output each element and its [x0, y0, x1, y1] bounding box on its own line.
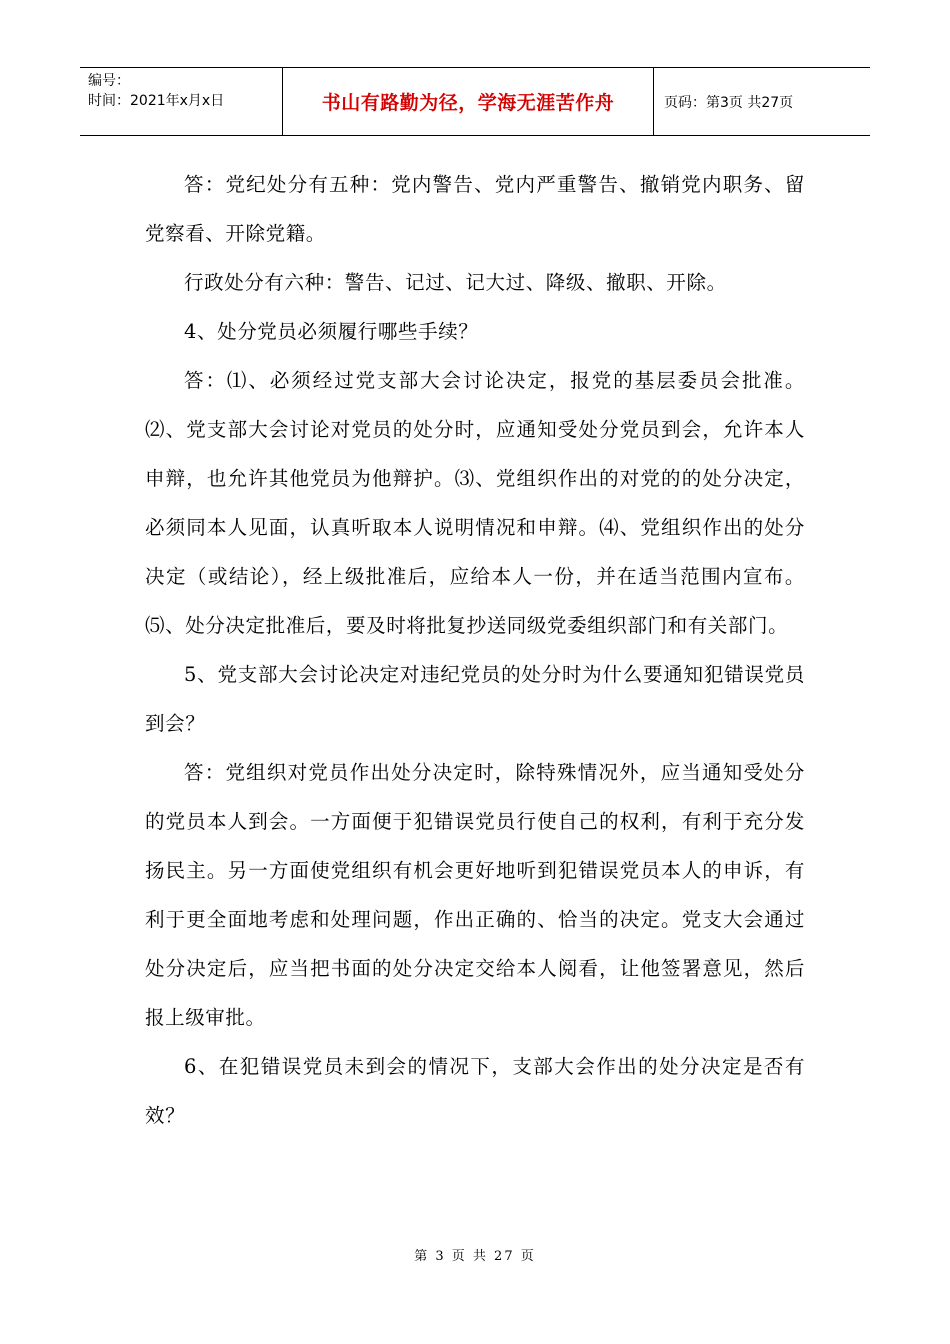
document-number-label: 编号： [88, 73, 130, 89]
document-body [145, 160, 805, 1140]
question-4: 4、处分党员必须履行哪些手续？ [184, 320, 479, 343]
question-5: 5、党支部大会讨论决定对违纪党员的处分时为什么要通知犯错误党员到会？ [145, 663, 805, 735]
page-footer: 第 3 页 共 27 页 [414, 1249, 536, 1264]
paragraph-answer-5: 答：党组织对党员作出处分决定时，除特殊情况外，应当通知受处分的党员本人到会。一方面便于犯错误党员行使自己的权利，有利于充分发扬民主。另一方面使党组织有机会更好地听到犯错误党员本人的申诉，有利于更全面地考虑和处理问题，作出正确的、恰当的决定。党支大会通过处分决定后，应当把书面的处分决定交给本人阅看，让他签署意见，然后报上级审批。 [145, 761, 805, 1029]
header-motto: 书山有路勤为径，学海无涯苦作舟 [321, 92, 615, 114]
document-header [80, 67, 870, 136]
paragraph-administrative-punishment: 行政处分有六种：警告、记过、记大过、降级、撤职、开除。 [184, 271, 727, 294]
header-page-info: 页码：第3页 共27页 [664, 94, 794, 111]
header-motto-cell [283, 68, 654, 135]
header-meta-cell [80, 68, 283, 135]
paragraph-answer-4: 答：⑴、必须经过党支部大会讨论决定，报党的基层委员会批准。⑵、党支部大会讨论对党员的处分时，应通知受处分党员到会，允许本人申辩，也允许其他党员为他辩护。⑶、党组织作出的对党的的处分决定，必须同本人见面，认真听取本人说明情况和申辩。⑷、党组织作出的处分决定（或结论），经上级批准后，应给本人一份，并在适当范围内宣布。⑸、处分决定批准后，要及时将批复抄送同级党委组织部门和有关部门。 [145, 369, 805, 637]
header-page-cell [654, 68, 870, 135]
question-6: 6、在犯错误党员未到会的情况下，支部大会作出的处分决定是否有效？ [145, 1055, 805, 1127]
paragraph-answer-party-discipline: 答：党纪处分有五种：党内警告、党内严重警告、撤销党内职务、留党察看、开除党籍。 [145, 173, 805, 245]
document-time-label: 时间：2021年x月x日 [88, 93, 225, 109]
